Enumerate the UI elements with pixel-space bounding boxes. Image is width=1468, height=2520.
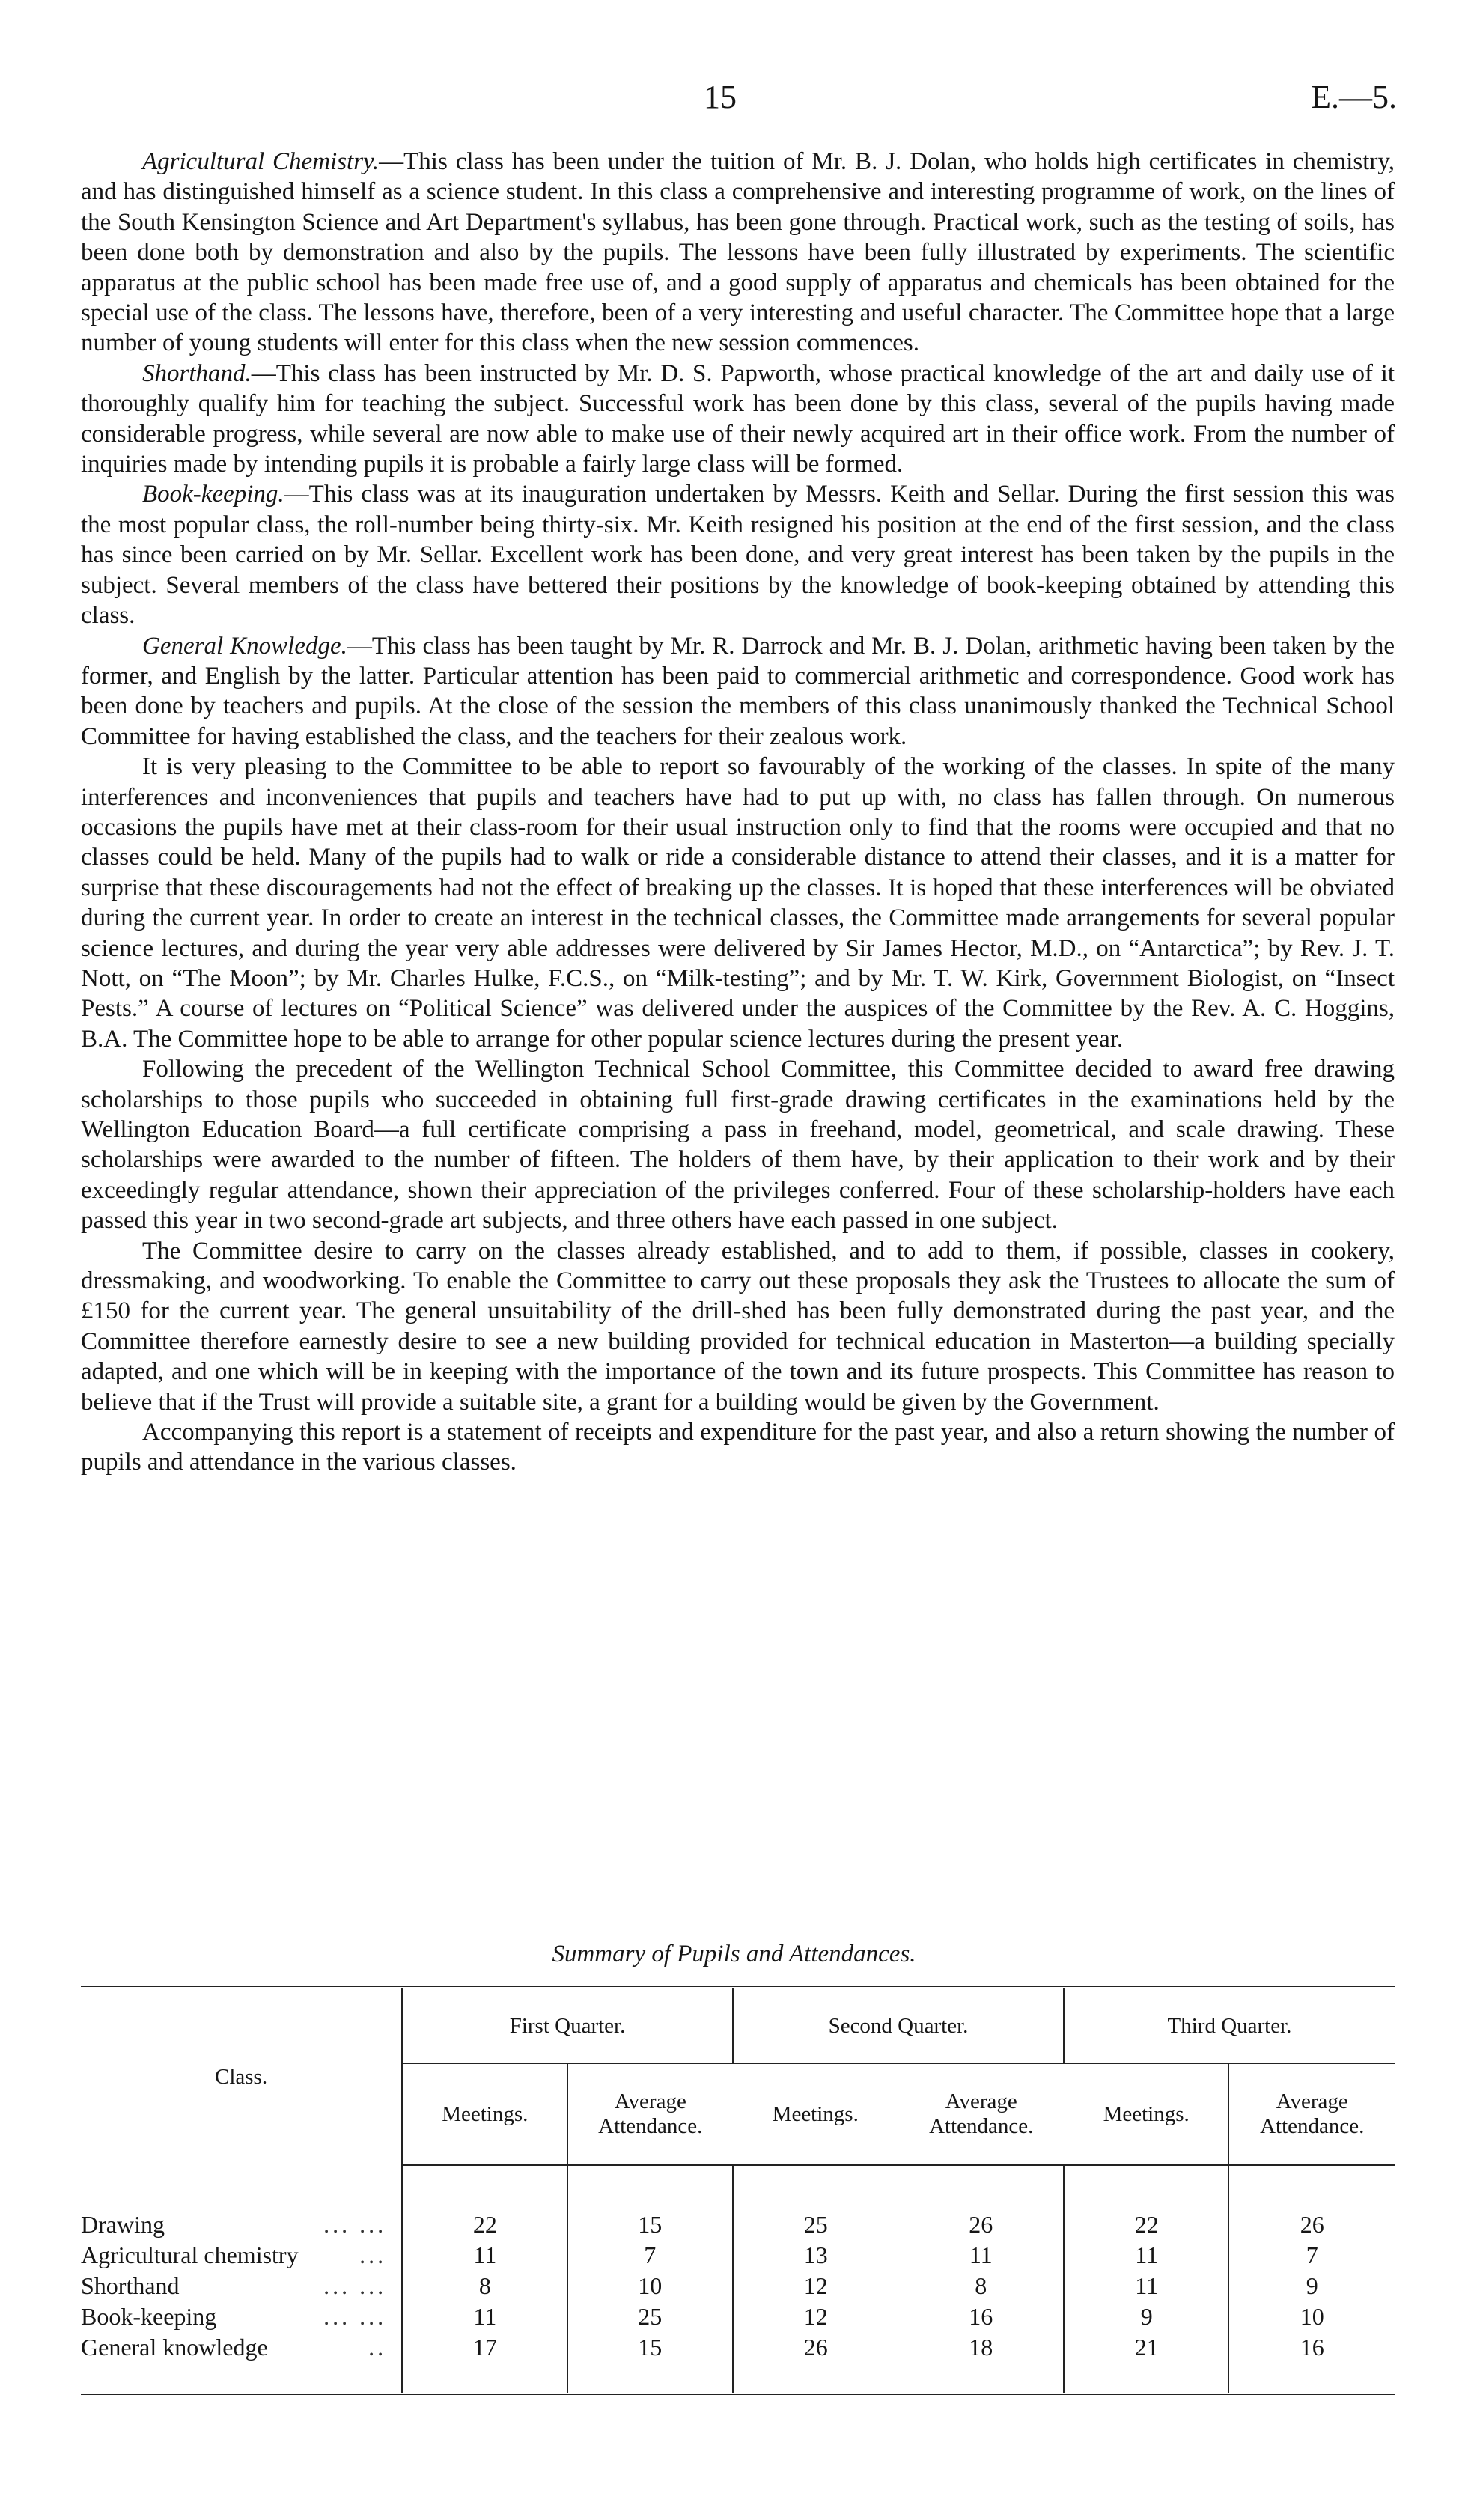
paragraph-text: —This class has been taught by Mr. R. Darrock and Mr. B. J. Dolan, arithmetic having been taken by the former, and English by the latter. Particular attention has been paid to commercial arithmetic and correspondence. Good work has been done by teachers and pupils. At the close of the session the members of this class unanimously thanked the Technical School Committee for having established the class, and the teachers for their zealous work.: [81, 632, 1395, 750]
cell-q1-meetings: 22: [402, 2209, 567, 2240]
column-header-meetings: Meetings.: [402, 2064, 567, 2166]
summary-table: [81, 1986, 1395, 2393]
class-name-cell: Shorthand ... ...: [81, 2271, 402, 2301]
cell-q3-attendance: 9: [1306, 2272, 1318, 2299]
paragraph-general-knowledge: [81, 631, 1395, 752]
column-header-meetings: Meetings.: [733, 2064, 898, 2166]
cell-q2-attendance: 16: [898, 2301, 1064, 2332]
cell-q2-attendance: 18: [898, 2332, 1064, 2393]
report-body: [81, 147, 1395, 1478]
table-row: [81, 2271, 1395, 2301]
column-header-class: Class.: [81, 1988, 402, 2166]
cell-q1-meetings: 11: [402, 2240, 567, 2271]
cell-q1-attendance: 15: [567, 2209, 733, 2240]
column-header-average-attendance: Average Attendance.: [898, 2064, 1064, 2166]
paragraph-future-plans: [81, 1236, 1395, 1417]
cell-q3-attendance: 16: [1300, 2334, 1324, 2361]
cell-q1-meetings: 8: [402, 2271, 567, 2301]
class-name-cell: Agricultural chemistry ...: [81, 2240, 402, 2271]
cell-q1-attendance: 15: [567, 2332, 733, 2393]
table-caption: Summary of Pupils and Attendances.: [552, 1941, 916, 1967]
column-header-average-attendance: Average Attendance.: [1229, 2064, 1395, 2166]
table-row: [81, 2332, 1395, 2393]
paragraph-text: Following the precedent of the Wellington Technical School Committee, this Committee decided to award free drawing scholarships to those pupils who succeeded in obtaining full first-grade drawing certificates in the examinations held by the Wellington Education Board—a full certificate comprising a pass in freehand, model, geometrical, and scale drawing. These scholarships were awarded to the number of fifteen. The holders of them have, by their application to their work and by their exceedingly regular attendance, shown their appreciation of the privileges conferred. Four of these scholarship-holders have each passed this year in two second-grade art subjects, and three others have each passed in one subject.: [81, 1056, 1395, 1235]
page-header: [0, 75, 1468, 120]
cell-q2-meetings: 13: [733, 2240, 898, 2271]
column-header-average-attendance: Average Attendance.: [567, 2064, 733, 2166]
cell-q1-attendance: 25: [567, 2301, 733, 2332]
cell-q3-meetings: 21: [1064, 2332, 1229, 2393]
cell-q3-meetings: 22: [1064, 2209, 1229, 2240]
cell-q3-attendance: 10: [1300, 2303, 1324, 2330]
cell-q2-meetings: 25: [733, 2209, 898, 2240]
summary-table-wrapper: [81, 1986, 1395, 2395]
cell-q1-attendance: 10: [567, 2271, 733, 2301]
paragraph-text: Accompanying this report is a statement of receipts and expenditure for the past year, and also a return showing the number of pupils and attendance in the various classes.: [81, 1419, 1395, 1476]
paragraph-agricultural-chemistry: [81, 147, 1395, 359]
cell-q3-attendance: 7: [1306, 2241, 1318, 2268]
paragraph-lead: Shorthand.: [142, 359, 252, 387]
paragraph-lead: General Knowledge.: [142, 632, 347, 660]
paragraph-text: —This class was at its inauguration undertaken by Messrs. Keith and Sellar. During the first session this was the most popular class, the roll-number being thirty-six. Mr. Keith resigned his position at the end of the first session, and the class has since been carried on by Mr. Sellar. Excellent work has been done, and very great interest has been taken by the pupils in the subject. Several members of the class have bettered their positions by the knowledge of book-keeping obtained by attending this class.: [81, 481, 1395, 630]
cell-q3-attendance: 26: [1300, 2211, 1324, 2238]
cell-q1-attendance: 7: [567, 2240, 733, 2271]
paragraph-progress: [81, 752, 1395, 1054]
cell-q2-meetings: 26: [733, 2332, 898, 2393]
paragraph-text: It is very pleasing to the Committee to be able to report so favourably of the working of the classes. In spite of the many interferences and inconveniences that pupils and teachers have had to put up with, no class has fallen through. On numerous occasions the pupils have met at their class-room for their usual instruction only to find that the rooms were occupied and that no classes could be held. Many of the pupils had to walk or ride a considerable distance to attend their classes, and it is a matter for surprise that these discouragements had not the effect of breaking up the classes. It is hoped that these interferences will be obviated during the current year. In order to create an interest in the technical classes, the Committee made arrangements for several popular science lectures, and during the year very able addresses were delivered by Sir James Hector, M.D., on “Antarctica”; by Rev. J. T. Nott, on “The Moon”; by Mr. Charles Hulke, F.C.S., on “Milk-testing”; and by Mr. T. W. Kirk, Government Biologist, on “Insect Pests.” A course of lectures on “Political Science” was delivered under the auspices of the Committee by the Rev. A. C. Hoggins, B.A. The Committee hope to be able to arrange for other popular science lectures during the present year.: [81, 753, 1395, 1053]
table-row: [81, 2301, 1395, 2332]
table-spacer: [81, 2165, 1395, 2209]
table-row: [81, 2240, 1395, 2271]
paragraph-text: The Committee desire to carry on the classes already established, and to add to them, if possible, classes in cookery, dressmaking, and woodworking. To enable the Committee to carry out these proposals they ask the Trustees to allocate the sum of £150 for the current year. The general unsuitability of the drill-shed has been fully demonstrated during the past year, and the Committee therefore earnestly desire to see a new building provided for technical education in Masterton—a building specially adapted, and one which will be in keeping with the importance of the town and its future prospects. This Committee has reason to believe that if the Trust will provide a suitable site, a grant for a building would be given by the Government.: [81, 1237, 1395, 1416]
cell-q3-meetings: 11: [1064, 2240, 1229, 2271]
cell-q3-meetings: 9: [1064, 2301, 1229, 2332]
cell-q1-meetings: 17: [402, 2332, 567, 2393]
cell-q2-attendance: 11: [898, 2240, 1064, 2271]
cell-q3-meetings: 11: [1064, 2271, 1229, 2301]
paragraph-text: —This class has been under the tuition of Mr. B. J. Dolan, who holds high certificates in chemistry, and has distinguished himself as a science student. In this class a comprehensive and interesting programme of work, on the lines of the South Kensington Science and Art Department's syllabus, has been gone through. Practical work, such as the testing of soils, has been done both by demonstration and also by the pupils. The lessons have been fully illustrated by experiments. The scientific apparatus at the public school has been made free use of, and a good supply of apparatus and chemicals has been obtained for the special use of the class. The lessons have, therefore, been of a very interesting and useful character. The Committee hope that a large number of young students will enter for this class when the new session commences.: [81, 148, 1395, 357]
cell-q2-attendance: 26: [898, 2209, 1064, 2240]
cell-q2-meetings: 12: [733, 2271, 898, 2301]
paragraph-scholarships: [81, 1054, 1395, 1235]
paragraph-accompanying: [81, 1417, 1395, 1478]
paragraph-text: —This class has been instructed by Mr. D. S. Papworth, whose practical knowledge of the art and daily use of it thoroughly qualify him for teaching the subject. Successful work has been done by this class, several of the pupils having made considerable progress, while several are now able to make use of their newly acquired art in their office work. From the number of inquiries made by intending pupils it is probable a fairly large class will be formed.: [81, 359, 1395, 478]
cell-q1-meetings: 11: [402, 2301, 567, 2332]
column-header-meetings: Meetings.: [1064, 2064, 1229, 2166]
class-name-cell: Book-keeping ... ...: [81, 2301, 402, 2332]
table-row: [81, 2209, 1395, 2240]
table-bottom-rule: [81, 2393, 1395, 2395]
class-name-cell: General knowledge ..: [81, 2332, 402, 2393]
paragraph-shorthand: [81, 359, 1395, 480]
column-header-third-quarter: Third Quarter.: [1064, 1988, 1395, 2064]
page-number: 15: [704, 79, 737, 115]
class-name-cell: Drawing ... ...: [81, 2209, 402, 2240]
paragraph-lead: Book-keeping.: [142, 481, 284, 508]
paragraph-lead: Agricultural Chemistry.: [142, 148, 380, 175]
cell-q2-meetings: 12: [733, 2301, 898, 2332]
column-header-first-quarter: First Quarter.: [402, 1988, 733, 2064]
column-header-second-quarter: Second Quarter.: [733, 1988, 1064, 2064]
paragraph-book-keeping: [81, 479, 1395, 630]
document-reference: E.—5.: [1311, 79, 1397, 115]
cell-q2-attendance: 8: [898, 2271, 1064, 2301]
